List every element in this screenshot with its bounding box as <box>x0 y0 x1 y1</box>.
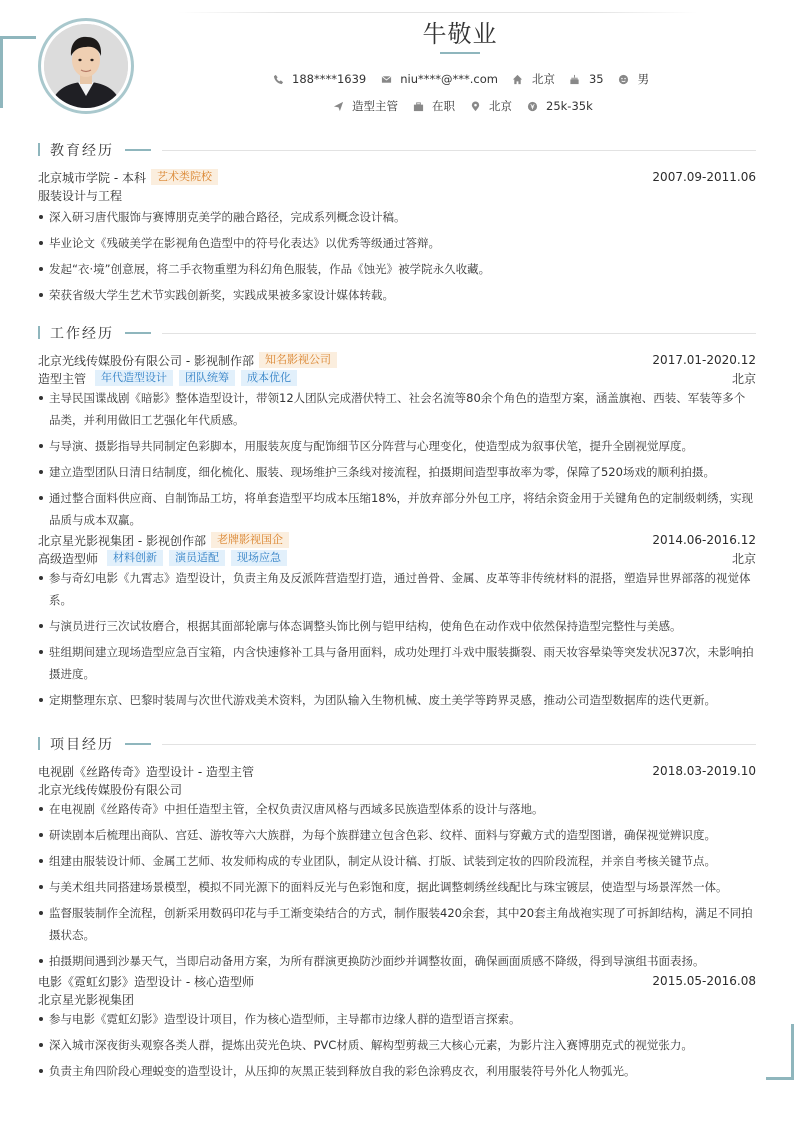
education-date: 2007.09-2011.06 <box>652 170 756 184</box>
work-date: 2017.01-2020.12 <box>652 353 756 367</box>
list-item: 荣获省级大学生艺术节实践创新奖，实践成果被多家设计媒体转载。 <box>38 284 756 306</box>
project-bullets <box>38 1008 756 1082</box>
list-item: 负责主角四阶段心理蜕变的造型设计，从压抑的灰黑正装到释放自我的彩色涂鸦皮衣，利用服装符号外化人物弧光。 <box>38 1060 756 1082</box>
project-header-row <box>38 762 756 780</box>
project-name: 电视剧《丝路传奇》造型设计 - 造型主管 <box>38 764 254 779</box>
work-header-row <box>38 531 756 549</box>
education-bullets <box>38 206 756 306</box>
top-divider <box>178 12 698 13</box>
company-tag: 老牌影视国企 <box>211 532 289 548</box>
company-name: 北京星光影视集团 - 影视创作部 <box>38 533 206 548</box>
section-rule <box>162 744 756 745</box>
skill-tags <box>107 550 287 566</box>
list-item: 参与奇幻电影《九霄志》造型设计，负责主角及反派阵营造型打造，通过兽骨、金属、皮革等非传统材料的混搭，塑造异世界部落的视觉体系。 <box>38 567 756 611</box>
work-entry <box>38 351 756 531</box>
section-bar <box>38 737 40 750</box>
project-entry <box>38 762 756 972</box>
list-item: 建立造型团队日清日结制度，细化梳化、服装、现场维护三条线对接流程，拍摄期间造型事故率为零，保障了520场戏的顺利拍摄。 <box>38 461 756 483</box>
job-status-text: 在职 <box>432 99 455 113</box>
section-accent <box>125 743 151 745</box>
target-city-item <box>469 98 512 114</box>
list-item: 发起“衣·境”创意展，将二手衣物重塑为科幻角色服装，作品《蚀光》被学院永久收藏。 <box>38 258 756 280</box>
target-position-text: 造型主管 <box>352 99 398 113</box>
project-company-row <box>38 780 756 798</box>
list-item: 深入研习唐代服饰与赛博朋克美学的融合路径，完成系列概念设计稿。 <box>38 206 756 228</box>
section-bar <box>38 143 40 156</box>
project-company: 北京光线传媒股份有限公司 <box>38 782 183 797</box>
school-tag: 艺术类院校 <box>151 169 218 185</box>
job-status-item <box>412 98 455 114</box>
list-item: 监督服装制作全流程，创新采用数码印花与手工渐变染结合的方式，制作服装420余套，其中20套主角战袍实现了可拆卸结构，满足不同拍摄状态。 <box>38 902 756 946</box>
corner-decoration-bottom-right <box>766 1024 794 1080</box>
list-item: 拍摄期间遇到沙暴天气，当即启动备用方案，为所有群演更换防沙面纱并调整妆面，确保画面质感不降级，得到导演组书面表扬。 <box>38 950 756 972</box>
skill-tag: 成本优化 <box>241 370 297 386</box>
work-bullets <box>38 387 756 531</box>
work-bullets <box>38 567 756 711</box>
cake-icon <box>569 73 581 85</box>
section-header <box>38 323 756 343</box>
section-accent <box>125 149 151 151</box>
section-bar <box>38 326 40 339</box>
target-position-item <box>332 98 398 114</box>
work-city: 北京 <box>731 551 756 566</box>
company-tag: 知名影视公司 <box>259 352 337 368</box>
projects-section <box>38 734 756 1086</box>
list-item: 通过整合面料供应商、自制饰品工坊，将单套造型平均成本压缩18%，并放弃部分外包工序，将结余资金用于关键角色的定制级刺绣，实现品质与成本双赢。 <box>38 487 756 531</box>
salary-item <box>526 99 593 113</box>
project-entry <box>38 972 756 1082</box>
email-item <box>380 72 498 86</box>
list-item: 与美术组共同搭建场景模型，模拟不同光源下的面料反光与色彩饱和度，据此调整刺绣丝线配比与珠宝镀层，使造型与场景浑然一体。 <box>38 876 756 898</box>
skill-tag: 材料创新 <box>107 550 163 566</box>
position-name: 造型主管 <box>38 371 87 386</box>
section-header <box>38 734 756 754</box>
phone-item <box>272 72 366 86</box>
residence-item <box>512 71 555 87</box>
list-item: 与演员进行三次试妆磨合，根据其面部轮廓与体态调整头饰比例与铠甲结构，使角色在动作戏中依然保持造型完整性与美感。 <box>38 615 756 637</box>
skill-tag: 年代造型设计 <box>95 370 173 386</box>
section-rule <box>162 333 756 334</box>
salary-text: 25k-35k <box>546 99 593 113</box>
section-accent <box>125 332 151 334</box>
send-icon <box>332 100 344 112</box>
location-icon <box>469 100 481 112</box>
salary-icon <box>526 100 538 112</box>
skill-tag: 现场应急 <box>231 550 287 566</box>
skill-tag: 演员适配 <box>169 550 225 566</box>
education-section <box>38 140 756 310</box>
company-name: 北京光线传媒股份有限公司 - 影视制作部 <box>38 353 254 368</box>
list-item: 深入城市深夜街头观察各类人群，提炼出荧光色块、PVC材质、解构型剪裁三大核心元素，为影片注入赛博朋克式的视觉张力。 <box>38 1034 756 1056</box>
project-date: 2015.05-2016.08 <box>652 974 756 988</box>
project-header-row <box>38 972 756 990</box>
work-city: 北京 <box>731 371 756 386</box>
briefcase-icon <box>412 100 424 112</box>
candidate-name: 牛敬业 <box>422 20 498 48</box>
work-date: 2014.06-2016.12 <box>652 533 756 547</box>
contact-info-row <box>272 71 649 87</box>
age-item <box>569 72 604 86</box>
education-header-row <box>38 168 756 186</box>
face-icon <box>618 73 630 85</box>
list-item: 与导演、摄影指导共同制定色彩脚本，用服装灰度与配饰细节区分阵营与心理变化，使造型成为叙事伏笔，提升全剧视觉厚度。 <box>38 435 756 457</box>
project-bullets <box>38 798 756 972</box>
list-item: 组建由服装设计师、金属工艺师、妆发师构成的专业团队，制定从设计稿、打版、试装到定妆的四阶段流程，并亲自考核关键节点。 <box>38 850 756 872</box>
skill-tags <box>95 370 297 386</box>
project-company: 北京星光影视集团 <box>38 992 135 1007</box>
work-section <box>38 323 756 715</box>
residence-text: 北京 <box>531 72 555 86</box>
list-item: 研读剧本后梳理出商队、宫廷、游牧等六大族群，为每个族群建立包含色彩、纹样、面料与穿戴方式的造型图谱，确保视觉辨识度。 <box>38 824 756 846</box>
school-name: 北京城市学院 - 本科 <box>38 170 146 185</box>
section-title: 项目经历 <box>50 737 114 753</box>
project-company-row <box>38 990 756 1008</box>
position-name: 高级造型师 <box>38 551 99 566</box>
position-row <box>38 369 756 387</box>
target-city-text: 北京 <box>489 99 512 113</box>
mail-icon <box>380 73 392 85</box>
section-rule <box>162 150 756 151</box>
work-header-row <box>38 351 756 369</box>
age-text: 35 <box>588 72 604 86</box>
phone-text: 188****1639 <box>292 72 367 86</box>
major-row <box>38 186 756 204</box>
project-name: 电影《霓虹幻影》造型设计 - 核心造型师 <box>38 974 254 989</box>
job-intent-row <box>332 98 593 114</box>
list-item: 毕业论文《残破美学在影视角色造型中的符号化表达》以优秀等级通过答辩。 <box>38 232 756 254</box>
gender-item <box>618 71 650 87</box>
skill-tag: 团队统筹 <box>179 370 235 386</box>
education-entry <box>38 168 756 306</box>
phone-icon <box>272 73 284 85</box>
major-name: 服装设计与工程 <box>38 188 123 203</box>
name-underline <box>440 52 480 54</box>
list-item: 驻组期间建立现场造型应急百宝箱，内含快速修补工具与备用面料，成功处理打斗戏中服装撕裂、雨天妆容晕染等突发状况37次，未影响拍摄进度。 <box>38 641 756 685</box>
list-item: 主导民国谍战剧《暗影》整体造型设计，带领12人团队完成潜伏特工、社会名流等80余个角色的造型方案，涵盖旗袍、西装、军装等多个品类，并利用做旧工艺强化年代质感。 <box>38 387 756 431</box>
section-title: 教育经历 <box>50 143 114 159</box>
work-entry <box>38 531 756 711</box>
section-header <box>38 140 756 160</box>
section-title: 工作经历 <box>50 326 114 342</box>
home-icon <box>512 73 524 85</box>
list-item: 在电视剧《丝路传奇》中担任造型主管，全权负责汉唐风格与西域多民族造型体系的设计与落地。 <box>38 798 756 820</box>
list-item: 参与电影《霓虹幻影》造型设计项目，作为核心造型师，主导都市边缘人群的造型语言探索。 <box>38 1008 756 1030</box>
position-row <box>38 549 756 567</box>
project-date: 2018.03-2019.10 <box>652 764 756 778</box>
list-item: 定期整理东京、巴黎时装周与次世代游戏美术资料，为团队输入生物机械、废土美学等跨界灵感，推动公司造型数据库的迭代更新。 <box>38 689 756 711</box>
email-text: niu****@***.com <box>400 72 498 86</box>
gender-text: 男 <box>637 72 650 86</box>
